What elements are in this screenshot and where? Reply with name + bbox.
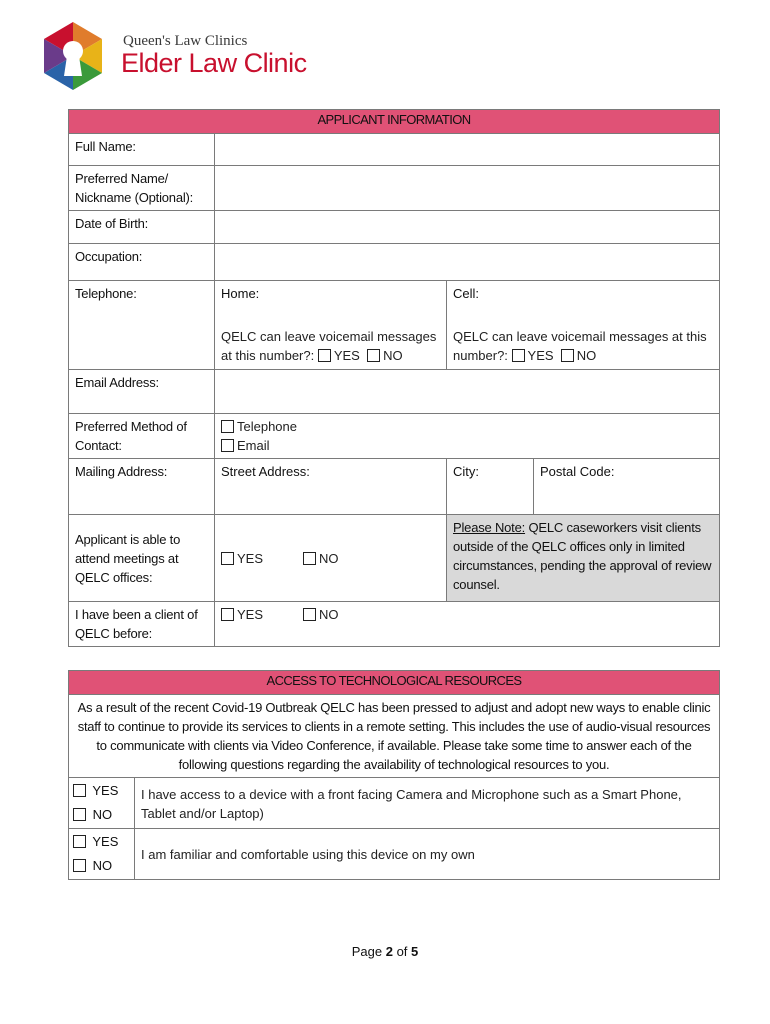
full-name-field[interactable] <box>215 134 720 166</box>
applicant-information-table <box>68 109 720 647</box>
home-voicemail-yes-checkbox[interactable] <box>318 349 331 362</box>
contact-email-checkbox[interactable] <box>221 439 234 452</box>
applicant-information-header: APPLICANT INFORMATION <box>69 110 720 134</box>
q2-options: YES NO <box>69 829 135 880</box>
contact-email-label: Email <box>237 438 270 453</box>
q2-text: I am familiar and comfortable using this device on my own <box>135 829 720 880</box>
cell-voicemail-no-checkbox[interactable] <box>561 349 574 362</box>
home-label: Home: <box>221 286 260 301</box>
preferred-contact-options <box>215 414 720 459</box>
postal-code-field[interactable] <box>534 459 720 515</box>
city-field[interactable] <box>447 459 534 515</box>
previous-client-no-checkbox[interactable] <box>303 608 316 621</box>
preferred-name-field[interactable] <box>215 166 720 211</box>
q2-yes-checkbox[interactable] <box>73 835 86 848</box>
occupation-label: Occupation: <box>69 244 215 281</box>
tech-resources-table <box>68 670 720 880</box>
q1-no-checkbox[interactable] <box>73 808 86 821</box>
city-label: City: <box>453 464 479 479</box>
email-address-label: Email Address: <box>69 370 215 414</box>
tech-resources-header: ACCESS TO TECHNOLOGICAL RESOURCES <box>69 671 720 695</box>
please-note-label: Please Note: <box>453 520 526 535</box>
home-voicemail-no-checkbox[interactable] <box>367 349 380 362</box>
page-number: Page 2 of 5 <box>351 944 419 959</box>
email-address-field[interactable] <box>215 370 720 414</box>
cell-label: Cell: <box>453 286 480 301</box>
previous-client-label: I have been a client of QELC before: <box>69 602 215 647</box>
q1-text: I have access to a device with a front facing Camera and Microphone such as a Smart Phone, Tablet and/or Laptop) <box>135 778 720 829</box>
previous-client-yes-checkbox[interactable] <box>221 608 234 621</box>
full-name-label: Full Name: <box>69 134 215 166</box>
please-note <box>447 515 720 602</box>
date-of-birth-label: Date of Birth: <box>69 211 215 244</box>
contact-telephone-label: Telephone <box>237 419 297 434</box>
cell-phone-field[interactable] <box>447 281 720 370</box>
q1-yes-checkbox[interactable] <box>73 784 86 797</box>
previous-client-options: YES NO <box>215 602 720 647</box>
preferred-contact-label: Preferred Method of Contact: <box>69 414 215 459</box>
meetings-no-checkbox[interactable] <box>303 552 316 565</box>
cell-voicemail-question: QELC can leave voicemail messages at this number?: YES NO <box>453 329 707 363</box>
logo-title: Elder Law Clinic <box>121 48 307 78</box>
mailing-address-label: Mailing Address: <box>69 459 215 515</box>
home-phone-field[interactable] <box>215 281 447 370</box>
cell-voicemail-yes-checkbox[interactable] <box>512 349 525 362</box>
clinic-logo <box>36 20 110 92</box>
preferred-name-label: Preferred Name/ Nickname (Optional): <box>69 166 215 211</box>
street-address-label: Street Address: <box>221 464 310 479</box>
home-voicemail-question: QELC can leave voicemail messages at this number?: YES NO <box>221 329 437 363</box>
contact-telephone-checkbox[interactable] <box>221 420 234 433</box>
meetings-label: Applicant is able to attend meetings at QELC offices: <box>69 515 215 602</box>
street-address-field[interactable] <box>215 459 447 515</box>
occupation-field[interactable] <box>215 244 720 281</box>
postal-code-label: Postal Code: <box>540 464 615 479</box>
please-note-text: QELC caseworkers visit clients outside of the QELC offices only in limited circumstances, pending the approval of review counsel. <box>453 520 712 592</box>
q2-no-checkbox[interactable] <box>73 859 86 872</box>
tech-resources-intro: As a result of the recent Covid-19 Outbreak QELC has been pressed to adjust and adopt new ways to enable clinic staff to continue to provide its services to clients in a remote setting. This includes the use of audio-visual resources to communicate with clients via Video Conference, if available. Please take some time to answer each of the following questions regarding the availability of technological resources to you. <box>69 695 720 778</box>
meetings-options: YES NO <box>215 515 447 602</box>
logo-subtitle: Queen's Law Clinics <box>123 33 248 49</box>
meetings-yes-checkbox[interactable] <box>221 552 234 565</box>
q1-options: YES NO <box>69 778 135 829</box>
date-of-birth-field[interactable] <box>215 211 720 244</box>
telephone-label: Telephone: <box>69 281 215 370</box>
